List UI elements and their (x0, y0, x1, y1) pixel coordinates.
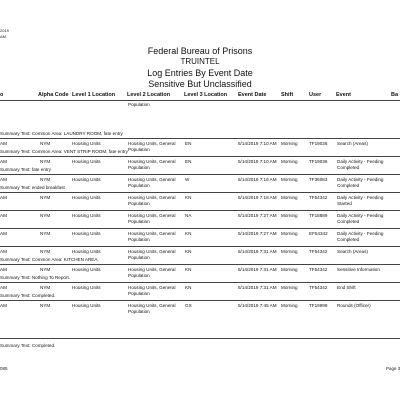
row-rule (0, 210, 400, 211)
cell-col0: AM (0, 303, 7, 308)
cell-shift: Morning (281, 195, 298, 200)
cell-alpha: NYM (40, 249, 51, 254)
cell-user: TF18889 (309, 213, 328, 218)
cell-col0: AM (0, 177, 7, 182)
summary-text: Summary Text: Nothing To Report. (0, 275, 71, 280)
cell-event: Search (Areas) (337, 249, 368, 254)
col-header-alpha: Alpha Code (38, 92, 69, 98)
cell-user: TF54342 (309, 249, 328, 254)
cell-l1: Housing Units (72, 249, 101, 254)
cell-alpha: NYM (40, 159, 51, 164)
row-rule (0, 138, 400, 139)
cell-alpha: NYM (40, 213, 51, 218)
cell-date: 5/14/2019 7:10 AM (238, 141, 277, 146)
cell-col0: AM (0, 195, 7, 200)
cell-event: Daily Activity - Feeding Started (337, 195, 384, 206)
cell-l2: Housing Units, General Population (128, 159, 176, 170)
col-header-level3: Level 3 Location (184, 92, 228, 98)
cell-l2: Housing Units, General Population (128, 303, 176, 314)
cell-l1: Housing Units (72, 285, 101, 290)
cell-l3: KN (185, 267, 192, 272)
summary-text: Summary Text: Completed. (0, 293, 56, 298)
cell-l2: Housing Units, General Population (128, 213, 176, 224)
cell-event: Daily Activity - Feeding Completed (337, 213, 384, 224)
cell-l3: W (185, 177, 190, 182)
cell-event: Daily Activity - Feeding Completed (337, 159, 384, 170)
cell-user: TF54342 (309, 195, 328, 200)
cell-date: 5/14/2019 7:31 AM (238, 249, 277, 254)
cell-l2: Housing Units, General Population (128, 249, 176, 260)
cell-l2: Housing Units, General Population (128, 177, 176, 188)
top-fragment: Population (128, 102, 150, 107)
row-rule (0, 156, 400, 157)
cell-alpha: NYM (40, 303, 51, 308)
summary-text: Summary Text: fate entry (0, 167, 51, 172)
cell-col0: AM (0, 141, 7, 146)
cell-user: TF54342 (309, 285, 328, 290)
col-header-ba: Ba (391, 92, 399, 98)
cell-user: TF19036 (309, 159, 328, 164)
cell-col0: AM (0, 267, 7, 272)
cell-l2: Housing Units, General Population (128, 231, 176, 242)
cell-shift: Morning (281, 231, 298, 236)
col-header-level1: Level 1 Location (72, 92, 116, 98)
cell-l1: Housing Units (72, 303, 101, 308)
cell-l3: KN (185, 231, 192, 236)
cell-l3: KN (185, 249, 192, 254)
summary-text: Summary Text: Common Area: LAUNDRY ROOM, fate entry (0, 131, 123, 136)
cell-l1: Housing Units (72, 159, 101, 164)
cell-date: 5/14/2019 7:31 AM (238, 267, 277, 272)
cell-shift: Morning (281, 159, 298, 164)
cell-l1: Housing Units (72, 267, 101, 272)
cell-shift: Morning (281, 249, 298, 254)
report-title: Log Entries By Event Date (147, 68, 253, 78)
col-header-level2: Level 2 Location (127, 92, 171, 98)
cell-shift: Morning (281, 285, 298, 290)
cell-user: TF54342 (309, 267, 328, 272)
cell-date: 5/14/2019 7:31 AM (238, 285, 277, 290)
cell-col0: AM (0, 249, 7, 254)
cell-date: 5/14/2019 7:16 AM (238, 177, 277, 182)
cell-date: 5/14/2019 7:18 AM (238, 195, 277, 200)
cell-date: 5/14/2019 7:45 AM (238, 303, 277, 308)
cell-date: 5/14/2019 7:27 AM (238, 231, 277, 236)
header-rule (0, 100, 400, 101)
cell-l3: NA (185, 213, 192, 218)
col-header-event-date: Event Date (238, 92, 267, 98)
row-rule (0, 264, 400, 265)
footer-left: 085 (0, 366, 8, 371)
cell-l1: Housing Units (72, 141, 101, 146)
cell-l1: Housing Units (72, 177, 101, 182)
cell-l1: Housing Units (72, 213, 101, 218)
footer-page: Page 3 (386, 366, 400, 371)
cell-l1: Housing Units (72, 231, 101, 236)
cell-l3: GS (185, 303, 192, 308)
row-rule (0, 300, 400, 301)
cell-shift: Morning (281, 141, 298, 146)
cell-event: End Shift (337, 285, 356, 290)
cell-event: Search (Areas) (337, 141, 368, 146)
row-rule (0, 174, 400, 175)
cell-col0: AM (0, 285, 7, 290)
col-header-event: Event (336, 92, 351, 98)
cell-l3: EN (185, 159, 192, 164)
cell-shift: Morning (281, 213, 298, 218)
final-summary: Summary Text: Completed. (0, 343, 56, 348)
classification-label: Sensitive But Unclassified (148, 79, 252, 89)
print-date: 2019 (0, 28, 9, 33)
cell-date: 5/14/2019 7:27 AM (238, 213, 277, 218)
cell-alpha: NYM (40, 267, 51, 272)
print-time: AM (0, 34, 6, 39)
cell-l2: Housing Units, General Population (128, 195, 176, 206)
row-rule (0, 192, 400, 193)
col-header-user: User (309, 92, 322, 98)
cell-event: Daily Activity - Feeding Completed (337, 177, 384, 188)
cell-l2: Housing Units, General Population (128, 285, 176, 296)
summary-text: Summary Text: Common Area: KITCHEN AREA. (0, 257, 99, 262)
system-name: TRUINTEL (180, 57, 220, 66)
row-rule (0, 338, 400, 339)
col-header-0: o (0, 92, 4, 98)
agency-title: Federal Bureau of Prisons (147, 46, 253, 56)
cell-user: TF19999 (309, 303, 328, 308)
cell-alpha: NYM (40, 285, 51, 290)
cell-event: Daily Activity - Feeding Completed (337, 231, 384, 242)
cell-user: TF19036 (309, 141, 328, 146)
cell-alpha: NYM (40, 141, 51, 146)
summary-text: Summary Text: ended breakfast (0, 185, 65, 190)
cell-l3: KN (185, 195, 192, 200)
cell-alpha: NYM (40, 231, 51, 236)
row-rule (0, 246, 400, 247)
cell-col0: AM (0, 159, 7, 164)
cell-col0: AM (0, 213, 7, 218)
cell-shift: Morning (281, 303, 298, 308)
cell-event: Rounds (Officer) (337, 303, 371, 308)
cell-shift: Morning (281, 267, 298, 272)
summary-text: Summary Text: Common Area: VENT STRIP ROOM, fate entry (0, 149, 128, 154)
cell-l3: KN (185, 285, 192, 290)
cell-l1: Housing Units (72, 195, 101, 200)
cell-user: EF54342 (309, 231, 328, 236)
cell-l2: Housing Units, General Population (128, 141, 176, 152)
cell-date: 5/14/2019 7:10 AM (238, 159, 277, 164)
cell-shift: Morning (281, 177, 298, 182)
row-rule (0, 282, 400, 283)
cell-user: TF36083 (309, 177, 328, 182)
row-rule (0, 228, 400, 229)
col-header-shift: Shift (281, 92, 294, 98)
cell-l3: EN (185, 141, 192, 146)
cell-event: Sensitive Information (337, 267, 380, 272)
cell-alpha: NYM (40, 195, 51, 200)
cell-alpha: NYM (40, 177, 51, 182)
cell-l2: Housing Units, General Population (128, 267, 176, 278)
cell-col0: AM (0, 231, 7, 236)
